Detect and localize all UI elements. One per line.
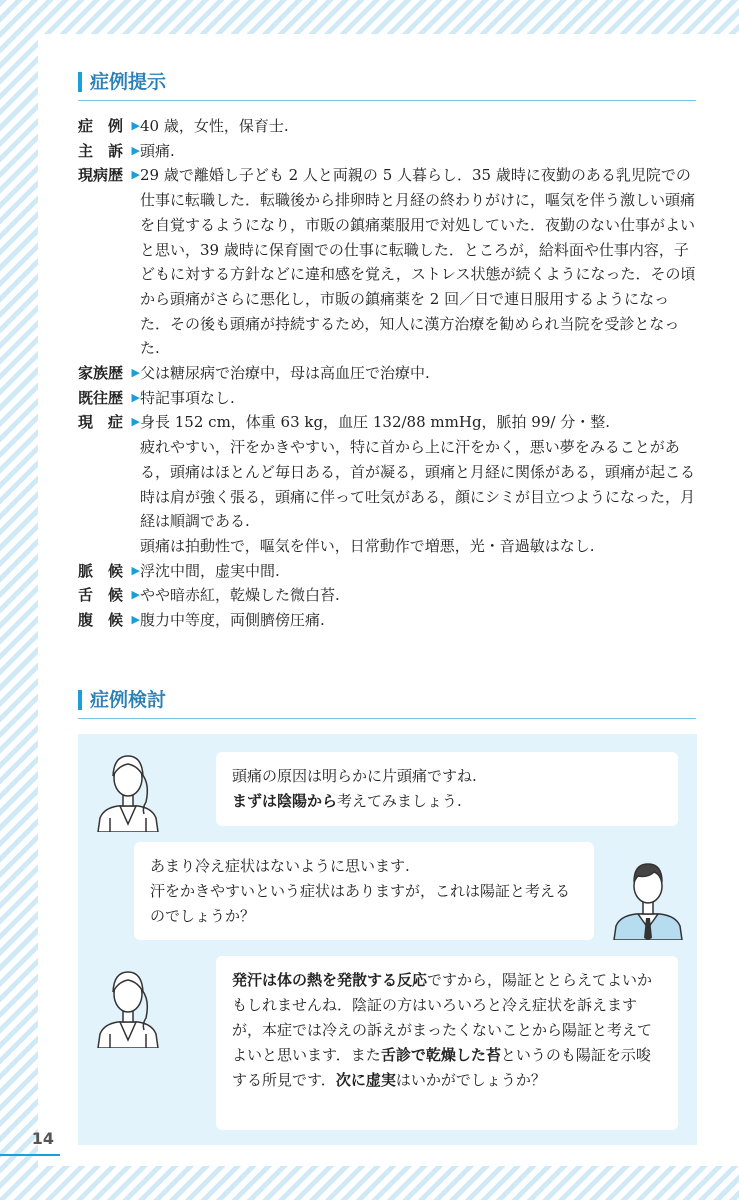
male-resident-avatar-icon <box>610 852 686 940</box>
case-label: 家族歴 <box>78 364 124 383</box>
case-label: 現病歴 <box>78 166 124 185</box>
triangle-icon: ▶ <box>131 613 140 627</box>
triangle-icon: ▶ <box>131 588 140 602</box>
case-value: 40 歳，女性，保育士. <box>140 117 289 135</box>
bubble-bold-text: まずは陰陽から <box>232 792 338 810</box>
case-row <box>78 386 698 411</box>
case-label: 主 訴 <box>78 141 124 160</box>
triangle-icon: ▶ <box>131 366 140 380</box>
triangle-icon: ▶ <box>131 390 140 404</box>
section-header-case-discussion <box>78 686 696 719</box>
case-value: 身長 152 cm，体重 63 kg，血圧 132/88 mmHg，脈拍 99/ 分・整. <box>140 413 610 432</box>
bubble-text: 考えてみましょう. <box>337 792 462 810</box>
bubble-text: あまり冷え症状はないように思います. <box>150 857 410 875</box>
case-value: 疲れやすい，汗をかきやすい，特に首から上に汗をかく，悪い夢をみることがある，頭痛はほとんど毎日ある，首が凝る，頭痛と月経に関係がある，頭痛が起こる時は肩が強く張る，頭痛に伴って吐気がある，顔にシミが目立つようになった，月経は順調である. <box>140 438 696 531</box>
case-label: 症 例 <box>78 117 124 135</box>
section-title: 症例提示 <box>90 71 167 93</box>
case-value: 浮沈中間，虚実中間. <box>140 561 280 580</box>
case-value: 腹力中等度，両側臍傍圧痛. <box>140 611 325 630</box>
bubble-text: というのも陽証を示唆する所見です． <box>232 1046 651 1089</box>
bubble-bold-text: 次に虚実 <box>335 1071 396 1089</box>
speech-bubble-doctor <box>216 956 678 1130</box>
section-title: 症例検討 <box>90 689 167 711</box>
page <box>38 34 739 1166</box>
section-header-case-presentation <box>78 68 696 101</box>
case-row <box>78 114 698 139</box>
triangle-icon: ▶ <box>131 168 140 182</box>
case-row <box>78 410 698 558</box>
speech-bubble-resident <box>134 842 594 940</box>
case-label: 既往歴 <box>78 388 124 407</box>
case-label: 舌 候 <box>78 586 124 605</box>
speech-bubble-doctor <box>216 752 678 826</box>
case-row <box>78 139 698 164</box>
case-value: 頭痛は拍動性で，嘔気を伴い，日常動作で増悪，光・音過敏はなし. <box>140 536 595 555</box>
triangle-icon: ▶ <box>131 563 140 577</box>
bubble-bold-text: 舌診で乾燥した苔 <box>380 1046 501 1064</box>
triangle-icon: ▶ <box>131 119 140 132</box>
bubble-text: 頭痛の原因は明らかに片頭痛ですね. <box>232 767 477 785</box>
case-label: 脈 候 <box>78 561 124 580</box>
triangle-icon: ▶ <box>131 415 140 429</box>
case-details <box>78 114 698 633</box>
page-number: 14 <box>0 1126 60 1156</box>
case-row <box>78 163 698 361</box>
female-doctor-avatar-icon <box>92 744 164 832</box>
case-row <box>78 559 698 584</box>
section-bar <box>78 690 82 710</box>
case-label: 腹 候 <box>78 611 124 630</box>
case-label: 現 症 <box>78 413 124 432</box>
bubble-bold-text: 発汗は体の熱を発散する反応 <box>232 971 428 989</box>
case-value: 父は糖尿病で治療中，母は高血圧で治療中. <box>140 364 430 383</box>
section-bar <box>78 72 82 92</box>
triangle-icon: ▶ <box>131 143 140 157</box>
case-row <box>78 361 698 386</box>
case-row <box>78 583 698 608</box>
case-row <box>78 608 698 633</box>
bubble-text: 汗をかきやすいという症状はありますが，これは陽証と考えるのでしょうか？ <box>150 882 571 925</box>
case-value: 頭痛. <box>140 141 175 160</box>
bubble-text: ですから，陽証ととらえてよいかもしれませんね．陰証の方はいろいろと冷え症状を訴えますが，本症では冷えの訴えがまったくないことから陽証と考えてよいと思います．また <box>232 971 653 1064</box>
discussion-panel <box>78 734 697 1145</box>
female-doctor-avatar-icon <box>92 960 164 1048</box>
case-value: 29 歳で離婚し子ども 2 人と両親の 5 人暮らし．35 歳時に夜勤のある乳児院での仕事に転職した．転職後から排卵時と月経の終わりがけに，嘔気を伴う激しい頭痛を自覚するようになり，市販の鎮痛薬服用で対処していた．夜勤のない仕事がよいと思い，39 歳時に保育園での仕事に転職した．ところが，給料面や仕事内容，子どもに対する方針などに違和感を覚え，ストレス状態が続くようになった．その頃から頭痛がさらに悪化し，市販の鎮痛薬を 2 回／日で連日服用するようになった．その後も頭痛が持続するため，知人に漢方治療を勧められ当院を受診となった. <box>140 166 696 358</box>
case-value: やや暗赤紅，乾燥した微白苔. <box>140 586 340 605</box>
case-value: 特記事項なし. <box>140 388 235 407</box>
bubble-text: はいかがでしょうか？ <box>395 1071 546 1089</box>
